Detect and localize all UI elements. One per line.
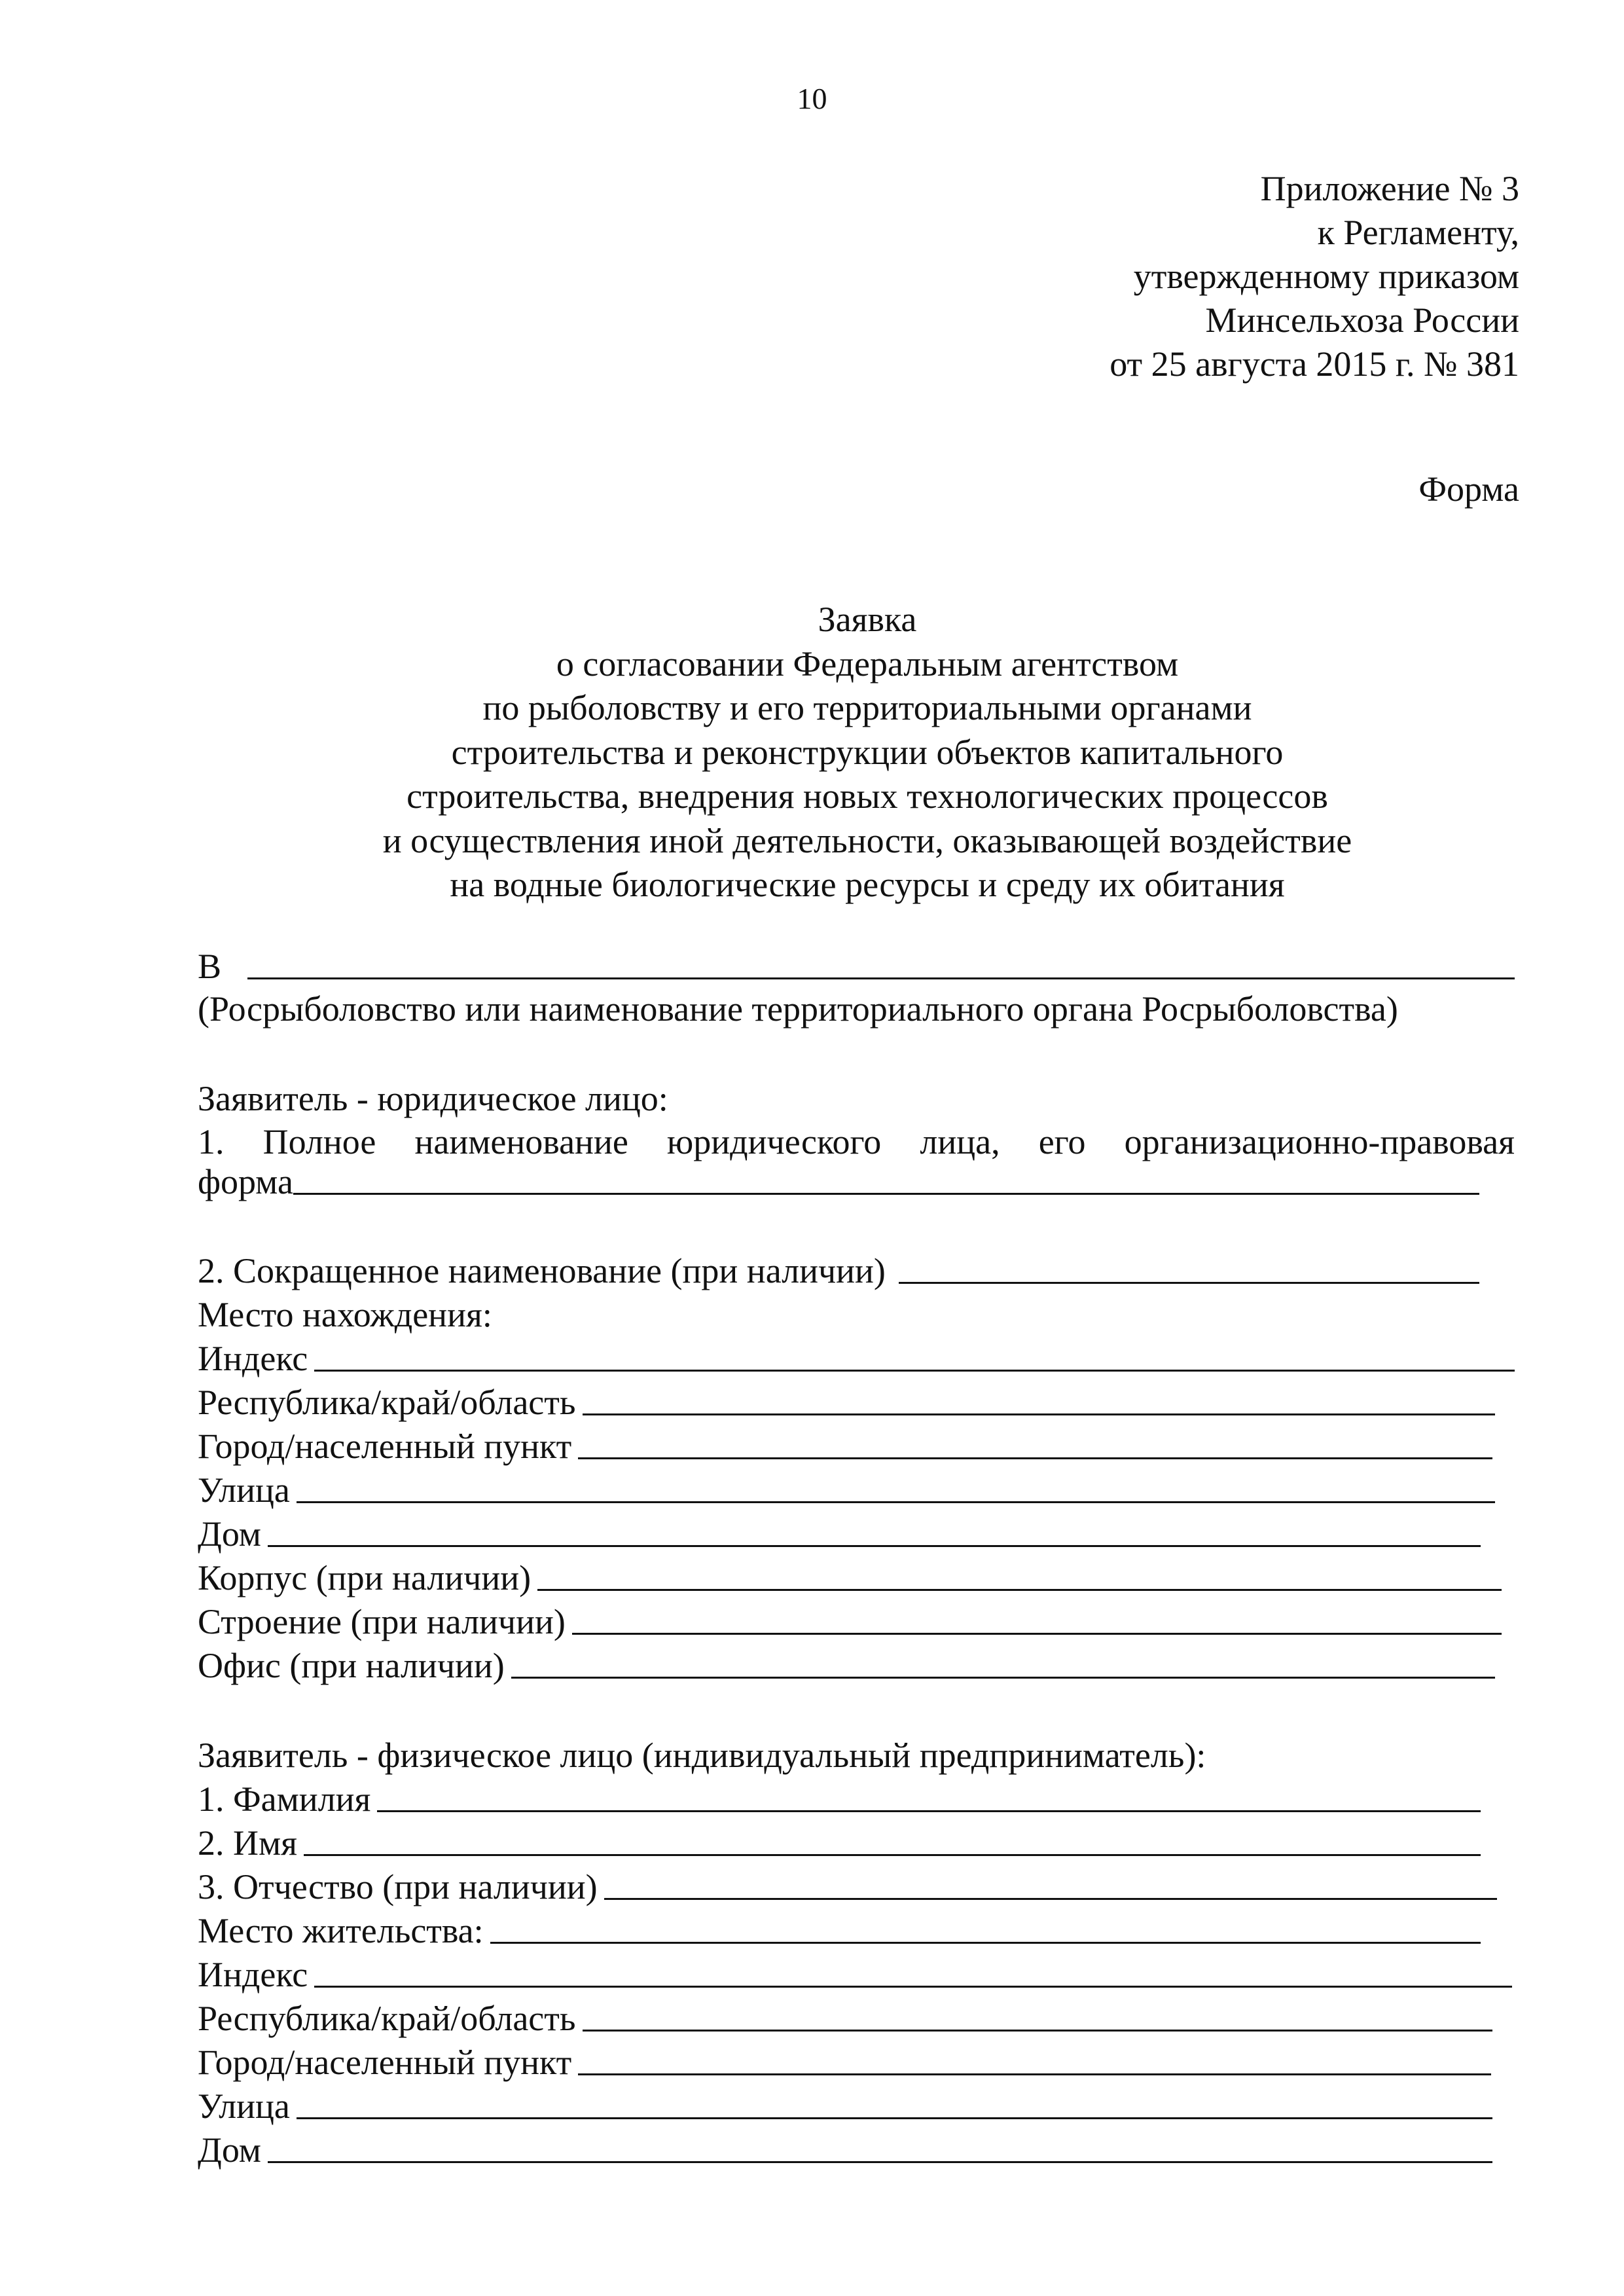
ind-index-field[interactable] — [314, 1986, 1512, 1988]
title-line-7: на водные биологические ресурсы и среду их обитания — [450, 865, 1285, 904]
title-line-6: и осуществления иной деятельности, оказывающей воздействие — [382, 820, 1352, 860]
individual-heading: Заявитель - физическое лицо (индивидуальный предприниматель): — [198, 1736, 1206, 1775]
full-name-line — [198, 1121, 1515, 1163]
ind-street-row — [198, 2086, 1492, 2128]
location-heading: Место нахождения: — [198, 1295, 492, 1334]
first-name-label: 2. Имя — [198, 1823, 298, 1863]
approval-regulation: к Регламенту, — [1317, 213, 1519, 252]
le-city-label: Город/населенный пункт — [198, 1427, 572, 1467]
le-region-label: Республика/край/область — [198, 1383, 576, 1423]
residence-row — [198, 1910, 1481, 1952]
le-region-field[interactable] — [583, 1413, 1496, 1415]
first-name-field[interactable] — [304, 1854, 1481, 1856]
ind-index-label: Индекс — [198, 1955, 308, 1995]
le-house-field[interactable] — [268, 1545, 1481, 1547]
full-name-word: организационно-правовая — [1124, 1122, 1515, 1161]
full-name-cont-label: форма — [198, 1162, 293, 1202]
page-number: 10 — [797, 82, 827, 115]
full-name-word: наименование — [414, 1122, 628, 1161]
recipient-field[interactable] — [247, 977, 1515, 979]
le-street-field[interactable] — [297, 1501, 1495, 1503]
le-building-label: Корпус (при наличии) — [198, 1558, 532, 1598]
first-name-row — [198, 1823, 1481, 1865]
full-name-word: лица, — [920, 1122, 1000, 1161]
full-name-word: его — [1038, 1122, 1086, 1161]
patronymic-row — [198, 1867, 1497, 1908]
full-name-row — [198, 1161, 1479, 1203]
ind-house-row — [198, 2130, 1492, 2172]
recipient-label: В — [198, 947, 222, 987]
surname-row — [198, 1779, 1481, 1821]
full-name-word: юридического — [666, 1122, 882, 1161]
approval-appendix: Приложение № 3 — [1260, 169, 1519, 208]
short-name-row — [198, 1250, 1479, 1292]
ind-region-field[interactable] — [583, 2030, 1493, 2032]
short-name-label: 2. Сокращенное наименование (при наличии) — [198, 1251, 886, 1291]
title-line-1: Заявка — [818, 600, 917, 639]
full-name-word: Полное — [262, 1122, 376, 1161]
document-title — [164, 598, 1571, 907]
le-structure-field[interactable] — [572, 1633, 1502, 1635]
full-name-word: 1. — [198, 1122, 225, 1161]
le-building-field[interactable] — [537, 1589, 1502, 1591]
ind-index-row — [198, 1954, 1512, 1996]
short-name-field[interactable] — [899, 1282, 1479, 1284]
approval-ministry: Минсельхоза России — [1205, 301, 1519, 340]
approval-block — [1110, 167, 1519, 386]
le-city-row — [198, 1426, 1492, 1468]
ind-street-field[interactable] — [297, 2117, 1492, 2119]
approval-approved-by: утвержденному приказом — [1133, 257, 1519, 296]
ind-city-label: Город/населенный пункт — [198, 2043, 572, 2083]
ind-house-field[interactable] — [268, 2161, 1492, 2163]
residence-field[interactable] — [490, 1942, 1481, 1944]
le-city-field[interactable] — [578, 1457, 1492, 1459]
le-office-label: Офис (при наличии) — [198, 1646, 505, 1686]
ind-city-row — [198, 2042, 1491, 2084]
le-index-label: Индекс — [198, 1339, 308, 1379]
le-office-row — [198, 1645, 1495, 1687]
ind-region-label: Республика/край/область — [198, 1999, 576, 2039]
full-name-field[interactable] — [293, 1193, 1479, 1195]
title-line-5: строительства, внедрения новых технологических процессов — [406, 776, 1328, 816]
le-street-label: Улица — [198, 1470, 290, 1510]
patronymic-label: 3. Отчество (при наличии) — [198, 1867, 598, 1907]
ind-city-field[interactable] — [578, 2073, 1491, 2075]
title-line-4: строительства и реконструкции объектов капитального — [451, 732, 1284, 772]
le-house-row — [198, 1514, 1481, 1556]
patronymic-field[interactable] — [604, 1898, 1497, 1900]
le-structure-label: Строение (при наличии) — [198, 1602, 566, 1642]
le-house-label: Дом — [198, 1514, 261, 1554]
surname-label: 1. Фамилия — [198, 1779, 371, 1819]
le-building-row — [198, 1558, 1502, 1599]
le-street-row — [198, 1470, 1495, 1512]
le-region-row — [198, 1382, 1495, 1424]
ind-street-label: Улица — [198, 2086, 290, 2126]
recipient-hint: (Росрыболовство или наименование территориального органа Росрыболовства) — [198, 989, 1398, 1029]
surname-field[interactable] — [377, 1810, 1481, 1812]
approval-order-date: от 25 августа 2015 г. № 381 — [1110, 344, 1519, 384]
title-line-3: по рыболовству и его территориальными органами — [482, 688, 1252, 727]
ind-house-label: Дом — [198, 2130, 261, 2170]
le-structure-row — [198, 1601, 1502, 1643]
residence-label: Место жительства: — [198, 1911, 484, 1951]
ind-region-row — [198, 1998, 1492, 2040]
form-label: Форма — [1418, 469, 1519, 509]
legal-entity-heading: Заявитель - юридическое лицо: — [198, 1079, 668, 1118]
le-index-row — [198, 1338, 1515, 1380]
le-index-field[interactable] — [314, 1370, 1515, 1372]
le-office-field[interactable] — [511, 1677, 1495, 1679]
title-line-2: о согласовании Федеральным агентством — [556, 644, 1179, 683]
recipient-row — [198, 946, 1515, 988]
